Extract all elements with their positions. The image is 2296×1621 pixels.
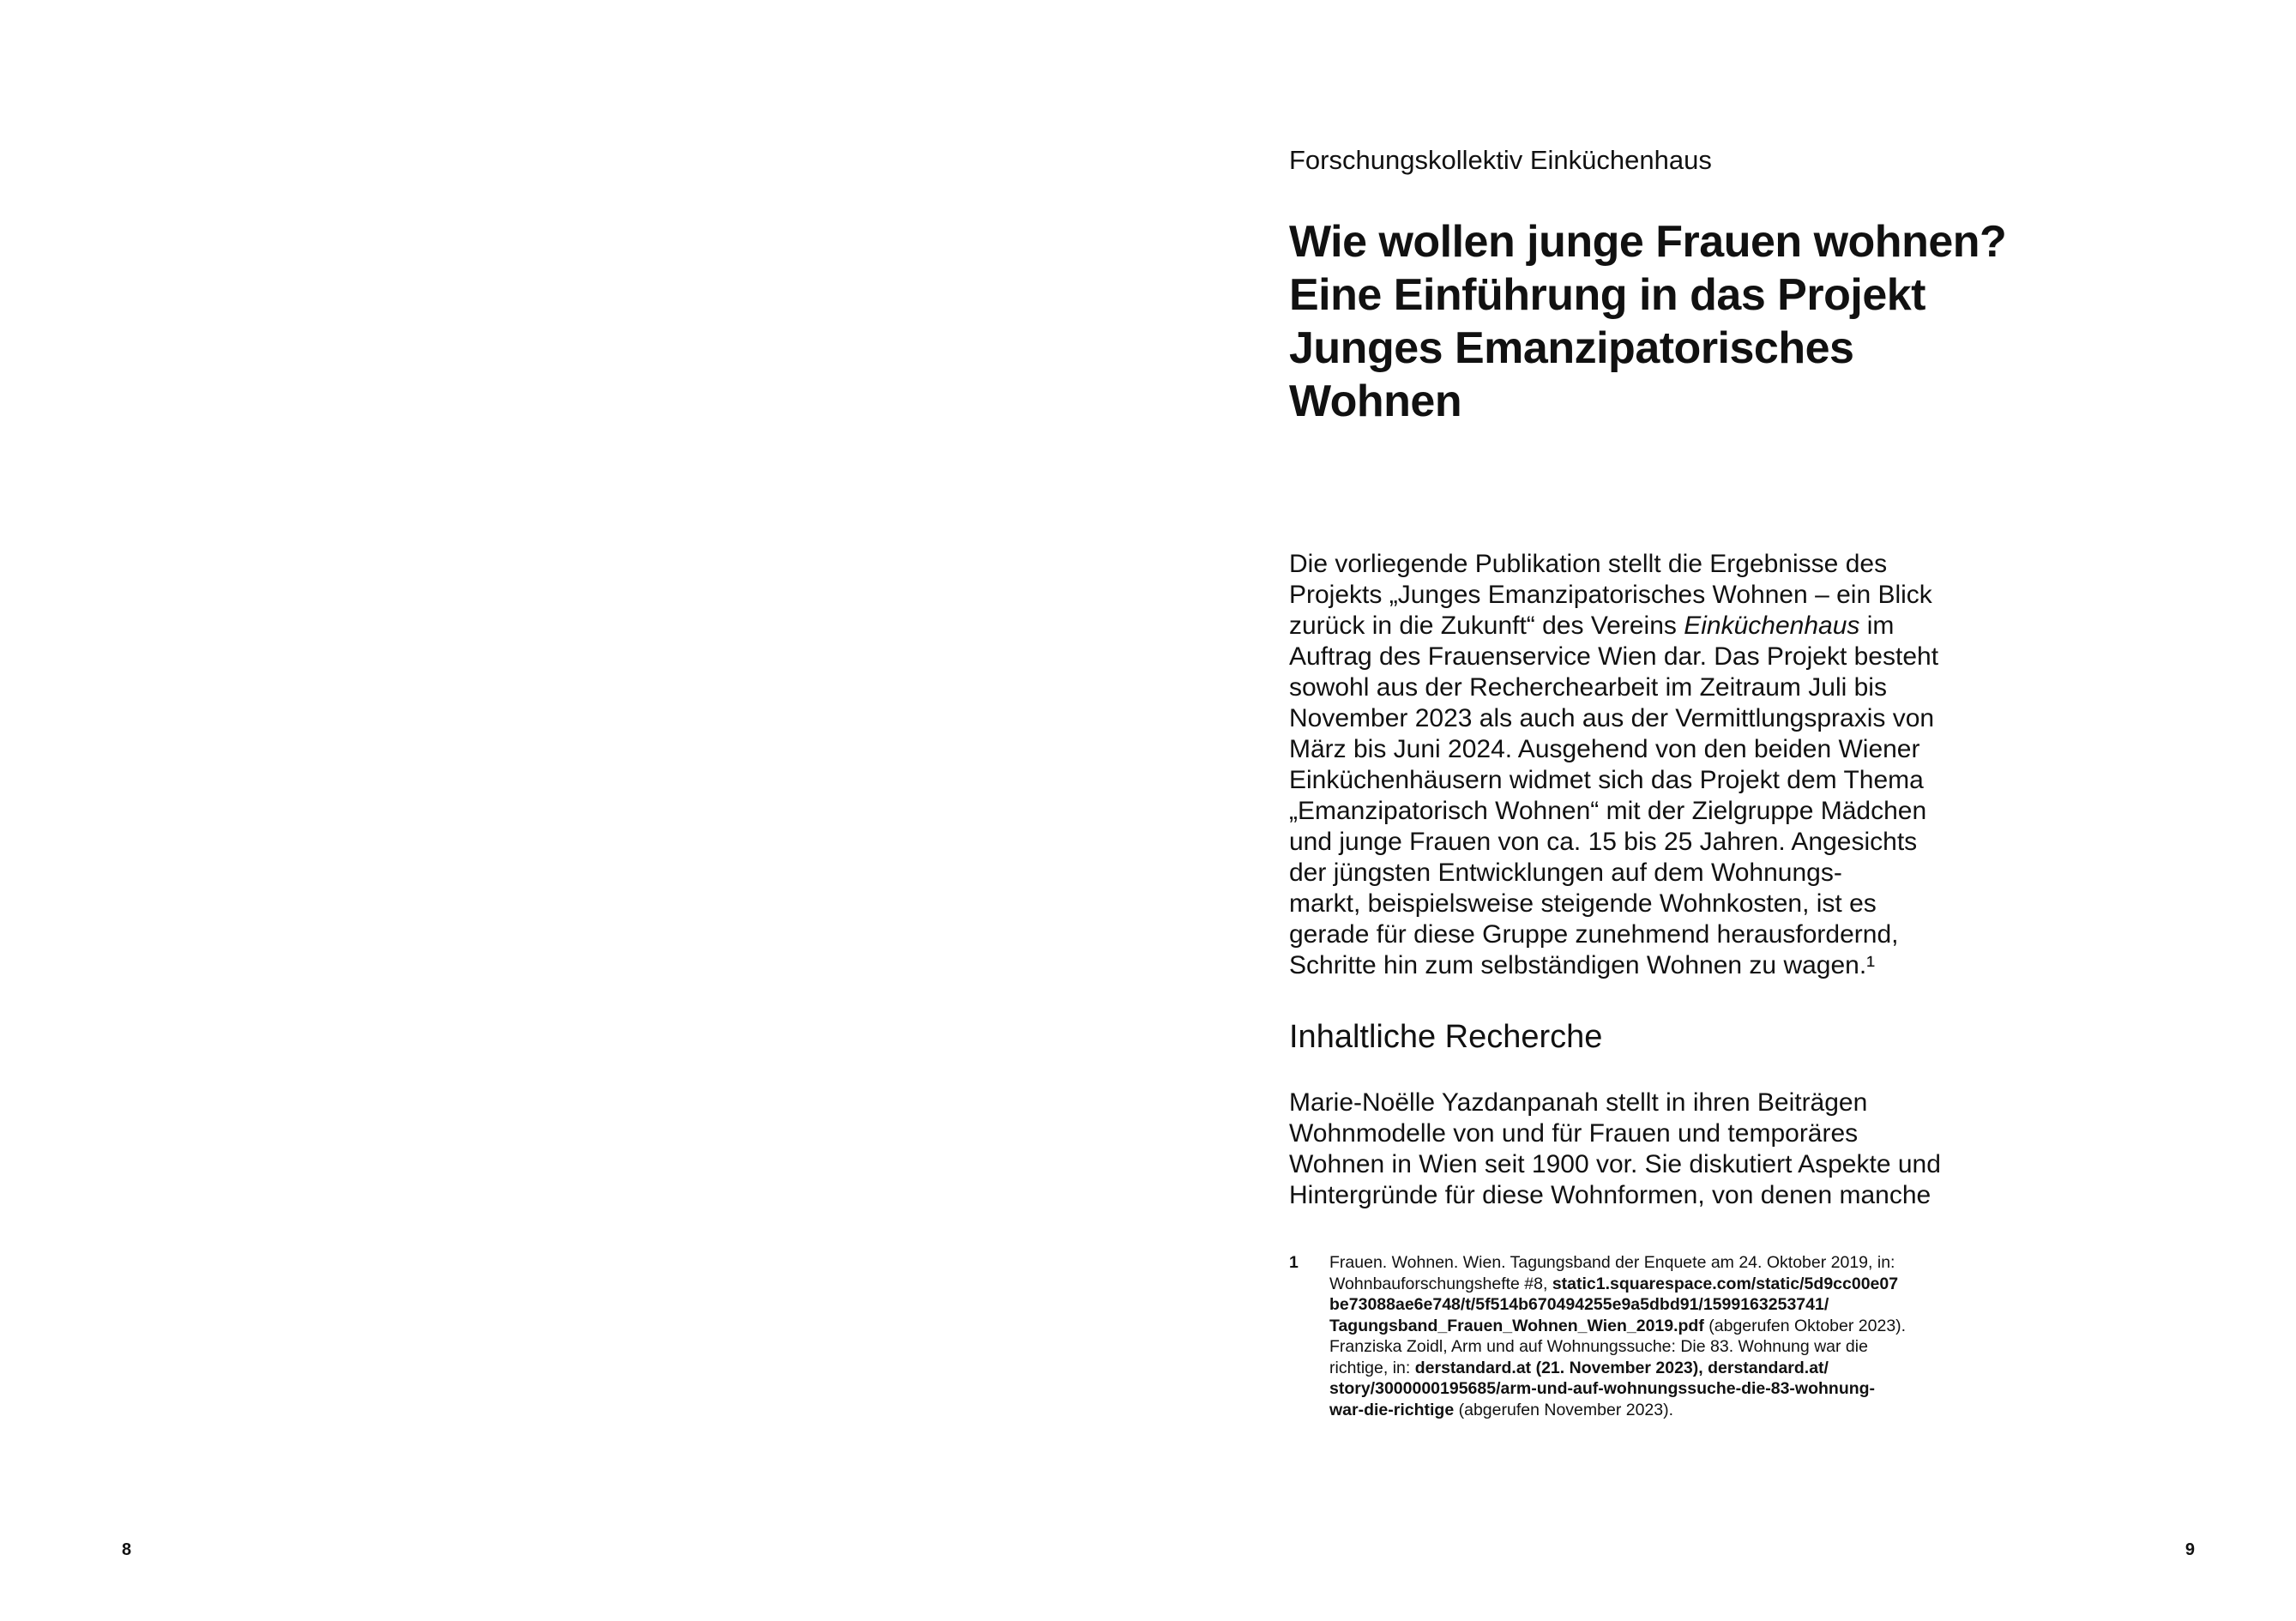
association-name: Einküchenhaus bbox=[1684, 612, 1860, 640]
footnote-text-part: (abgerufen November 2023). bbox=[1454, 1400, 1674, 1419]
body-line: November 2023 als auch aus der Vermittlungspraxis von bbox=[1289, 704, 1935, 732]
footnote-link: derstandard.at (21. November 2023), derstandard.at/ bbox=[1414, 1358, 1829, 1377]
footnote-line bbox=[1329, 1358, 1958, 1379]
footnote-text-part: Wohnbauforschungshefte #8, bbox=[1329, 1274, 1552, 1293]
footnote-link: war-die-richtige bbox=[1329, 1400, 1455, 1419]
article-body bbox=[1289, 549, 1958, 1211]
body-line: Die vorliegende Publikation stellt die Ergebnisse des bbox=[1289, 550, 1888, 578]
body-line: Auftrag des Frauenservice Wien dar. Das Projekt besteht bbox=[1289, 642, 1939, 671]
body-line: „Emanzipatorisch Wohnen“ mit der Zielgruppe Mädchen bbox=[1289, 797, 1927, 825]
body-line: Schritte hin zum selbständigen Wohnen zu wagen.¹ bbox=[1289, 951, 1876, 979]
article-title bbox=[1289, 215, 2027, 428]
footnote-link: static1.squarespace.com/static/5d9cc00e07 bbox=[1552, 1274, 1899, 1293]
footnote-line bbox=[1329, 1400, 1958, 1421]
body-line: Marie-Noëlle Yazdanpanah stellt in ihren Beiträgen bbox=[1289, 1088, 1868, 1117]
body-line bbox=[1289, 611, 1958, 642]
title-line: Eine Einführung in das Projekt bbox=[1289, 270, 1925, 320]
body-line: Projekts „Junges Emanzipatorisches Wohnen – ein Blick bbox=[1289, 581, 1932, 609]
footnote-link: story/3000000195685/arm-und-auf-wohnungssuche-die-83-wohnung- bbox=[1329, 1379, 1876, 1398]
footnote-line bbox=[1329, 1316, 1958, 1337]
body-line: sowohl aus der Recherchearbeit im Zeitraum Juli bis bbox=[1289, 673, 1887, 702]
intro-paragraph bbox=[1289, 549, 1958, 981]
author-line: Forschungskollektiv Einküchenhaus bbox=[1289, 145, 1712, 175]
footnote-number: 1 bbox=[1289, 1253, 1299, 1272]
body-line: und junge Frauen von ca. 15 bis 25 Jahren. Angesichts bbox=[1289, 828, 1918, 856]
section-paragraph bbox=[1289, 1088, 1958, 1211]
body-line: markt, beispielsweise steigende Wohnkosten, ist es bbox=[1289, 889, 1877, 918]
footnote-line: Frauen. Wohnen. Wien. Tagungsband der Enquete am 24. Oktober 2019, in: bbox=[1329, 1253, 1895, 1272]
footnote-link: Tagungsband_Frauen_Wohnen_Wien_2019.pdf bbox=[1329, 1316, 1704, 1335]
title-line: Wohnen bbox=[1289, 377, 1462, 426]
footnote-link: be73088ae6e748/t/5f514b670494255e9a5dbd91/1599163253741/ bbox=[1329, 1295, 1829, 1314]
footnote bbox=[1289, 1252, 1958, 1420]
title-line: Junges Emanzipatorisches bbox=[1289, 323, 1854, 373]
footnote-line: Franziska Zoidl, Arm und auf Wohnungssuche: Die 83. Wohnung war die bbox=[1329, 1337, 1868, 1356]
body-line: Wohnen in Wien seit 1900 vor. Sie diskutiert Aspekte und bbox=[1289, 1150, 1941, 1178]
footnote-line bbox=[1329, 1294, 1958, 1316]
footnote-text-part: richtige, in: bbox=[1329, 1358, 1415, 1377]
page-number-right: 9 bbox=[2185, 1540, 2195, 1559]
page-number-left: 8 bbox=[122, 1540, 132, 1559]
footnote-line bbox=[1329, 1274, 1958, 1295]
body-line: Wohnmodelle von und für Frauen und temporäres bbox=[1289, 1119, 1859, 1148]
body-text: zurück in die Zukunft“ des Vereins bbox=[1289, 612, 1684, 640]
footnote-text bbox=[1329, 1252, 1958, 1420]
body-line: der jüngsten Entwicklungen auf dem Wohnungs- bbox=[1289, 859, 1842, 887]
body-line: Hintergründe für diese Wohnformen, von denen manche bbox=[1289, 1181, 1931, 1209]
body-line: März bis Juni 2024. Ausgehend von den beiden Wiener bbox=[1289, 735, 1920, 763]
section-heading: Inhaltliche Recherche bbox=[1289, 1019, 1603, 1055]
footnote-text-part: (abgerufen Oktober 2023). bbox=[1703, 1316, 1907, 1335]
right-page bbox=[1148, 0, 2296, 1621]
body-line: gerade für diese Gruppe zunehmend herausfordernd, bbox=[1289, 920, 1899, 949]
footnote-line bbox=[1329, 1378, 1958, 1400]
article-header bbox=[1289, 142, 2027, 428]
body-text: im bbox=[1859, 612, 1895, 640]
title-line: Wie wollen junge Frauen wohnen? bbox=[1289, 217, 2007, 267]
footnotes bbox=[1289, 1252, 1958, 1420]
body-line: Einküchenhäusern widmet sich das Projekt dem Thema bbox=[1289, 766, 1924, 794]
